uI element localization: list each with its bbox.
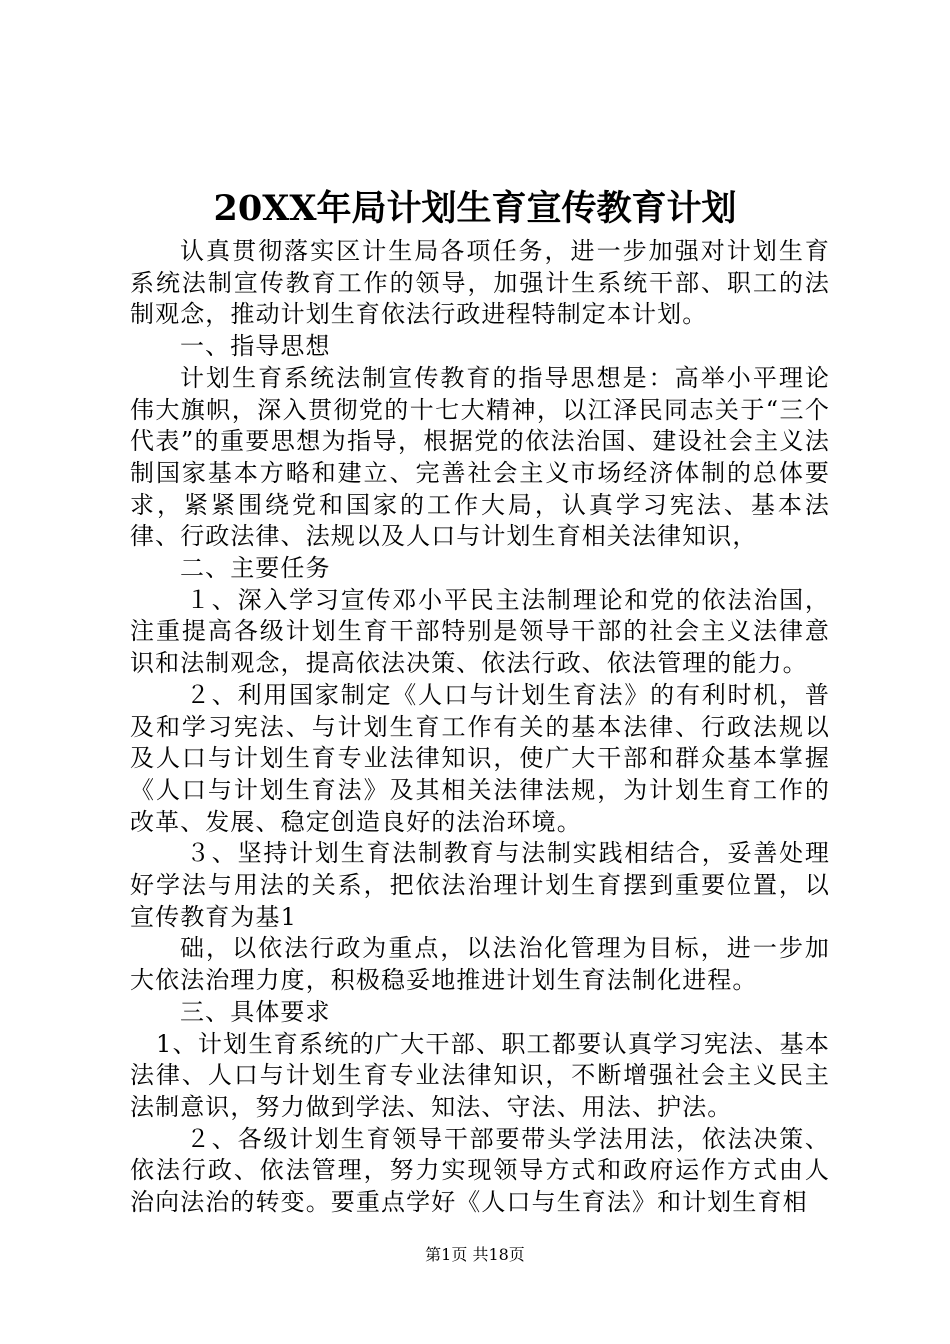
section-heading-specific-requirements: 三、具体要求 xyxy=(180,997,331,1026)
requirement-1: 1、计划生育系统的广大干部、职工都要认真学习宪法、基本法律、人口与计划生育专业法律知识，不断增强社会主义民主法制意识，努力做到学法、知法、守法、用法、护法。 xyxy=(130,1029,830,1121)
guiding-ideology-paragraph: 计划生育系统法制宣传教育的指导思想是：高举小平理论伟大旗帜，深入贯彻党的十七大精神，以江泽民同志关于“三个代表”的重要思想为指导，根据党的依法治国、建设社会主义法制国家基本方略和建立、完善社会主义市场经济体制的总体要求，紧紧围绕党和国家的工作大局，认真学习宪法、基本法律、行政法律、法规以及人口与计划生育相关法律知识， xyxy=(130,363,830,551)
section-heading-guiding-ideology: 一、指导思想 xyxy=(180,332,331,361)
main-task-3: ３、坚持计划生育法制教育与法制实践相结合，妥善处理好学法与用法的关系，把依法治理计划生育摆到重要位置，以宣传教育为基1 xyxy=(130,839,830,931)
main-task-2: ２、利用国家制定《人口与计划生育法》的有利时机，普及和学习宪法、与计划生育工作有关的基本法律、行政法规以及人口与计划生育专业法律知识，使广大干部和群众基本掌握《人口与计划生育法》及其相关法律法规，为计划生育工作的改革、发展、稳定创造良好的法治环境。 xyxy=(130,680,830,836)
section-heading-main-tasks: 二、主要任务 xyxy=(180,554,331,583)
page-number-footer: 第1页 共18页 xyxy=(425,1245,525,1264)
document-title: 20XX年局计划生育宣传教育计划 xyxy=(213,188,737,229)
requirement-2: ２、各级计划生育领导干部要带头学法用法，依法决策、依法行政、依法管理，努力实现领导方式和政府运作方式由人治向法治的转变。要重点学好《人口与生育法》和计划生育相 xyxy=(130,1124,830,1217)
main-task-1: １、深入学习宣传邓小平民主法制理论和党的依法治国，注重提高各级计划生育干部特别是领导干部的社会主义法律意识和法制观念，提高依法决策、依法行政、依法管理的能力。 xyxy=(130,585,830,678)
intro-paragraph: 认真贯彻落实区计生局各项任务，进一步加强对计划生育系统法制宣传教育工作的领导，加强计生系统干部、职工的法制观念，推动计划生育依法行政进程特制定本计划。 xyxy=(130,237,830,329)
main-task-3-continued: 础，以依法行政为重点，以法治化管理为目标，进一步加大依法治理力度，积极稳妥地推进计划生育法制化进程。 xyxy=(130,934,830,995)
document-body xyxy=(130,236,830,1219)
